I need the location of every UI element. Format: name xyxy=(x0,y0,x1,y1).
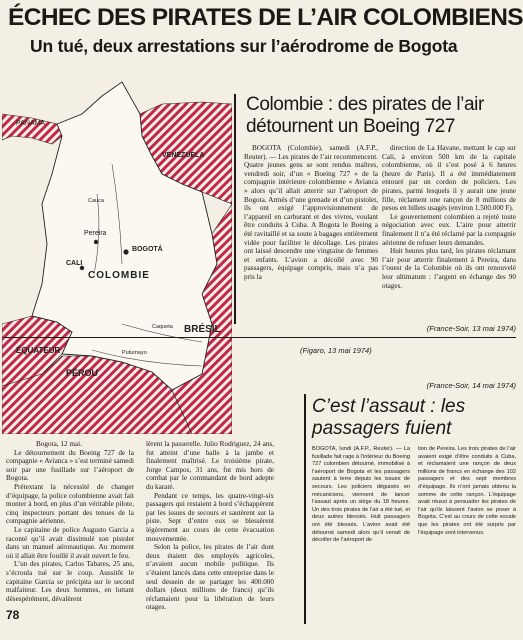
article3-col1: BOGOTA, lundi (A.F.P., Reuter). — La fusillade fait rage à l’intérieur du Boeing 727 colombien détourné, immobilisé à l’aéroport de Bogota et les passagers sautent à terre depuis les issues de secours. Les policiers déguisés en mécaniciens, viennent de lancer l’assaut après un siège du 18 heures. Un des trois pirates de l’air a été tué, et deux autres blessés. Huit passagers ont été blessés. L’avion avait été détourné samedi alors qu’il venait de décoller de l’aéroport de xyxy=(312,446,410,544)
article1-col2-p1: direction de La Havane, mettant le cap sur Cali, à environ 500 km de la capitale colombienne, où il s’est posé à 6 heures (heure de Paris). Il a été immédiatement entouré par un cordon de policiers. Les pirates, parmi lesquels il y aurait une jeune fille, réclament une rançon de 8 millions de pesos en billets usagés (environ 1.500.000 F). xyxy=(382,144,516,213)
map-label-venezuela: VÉNÉZUÉLA xyxy=(162,152,205,159)
map-graphic xyxy=(2,74,232,434)
article1-col1: BOGOTA (Colombie), samedi (A.F.P., Reuter). — Les pirates de l’air recommencent. Quatre jeunes gens se sont rendus maîtres, vendredi soir, d’un « Boeing 727 » de la compagnie intérieure colombienne « Avianca » alors qu’il allait atterrir sur l’aéroport de Bogota. Armés d’une grenade et d’un pistolet, ils ont exigé l’approvisionnement de l’appareil en carburant et des vivres, voulant être conduits à Cuba. A Bogota le Boeing a été ravitaillé et sa soute à bagages entièrement vidée pour faciliter le décollage. Les pirates ont laissé descendre une vingtaine de femmes et enfants. L’avion a décollé avec 90 passagers, équipage compris, mais n’a pas pris la xyxy=(244,144,378,281)
article2-col1-p4: Le capitaine de police Augusto Garcia a raconté qu’il avait dissimulé son pistolet dans un manuel aéronautique. Au moment où il allait être fouillé il avait ouvert le feu. xyxy=(6,525,134,560)
map-label-caqueta: Caqueta xyxy=(152,324,173,330)
article3-col2: tion de Pereira. Les trois pirates de l’air avaient exigé d’être conduits à Cuba, et réclamaient une rançon de deux millions de francs en échange des 102 passagers et des sept membres d’équipage. Ils n’ont jamais obtenu la somme de cette rançon. L’équipage avait réussi à persuader les pirates de l’air qu’ils laissent l’avion se poser à Bogota. C’est au cours de cette escale que les pirates ont été surpris par l’équipage sont intervenus. xyxy=(418,446,516,536)
article1-title: Colombie : des pirates de l’air détournent un Boeing 727 xyxy=(246,94,484,137)
article2-source-fs: (France-Soir, 14 mai 1974) xyxy=(426,381,516,390)
article1-source: (France-Soir, 13 mai 1974) xyxy=(426,324,516,333)
article1-col2-p2: Le gouvernement colombien a rejeté toute négociation avec eux. L’aire pour atterrir finalement il n’a été réclamé par la compagnie aérienne de refuser leurs demandes. xyxy=(382,212,516,247)
article3-text xyxy=(312,446,516,626)
map-label-colombie: COLOMBIE xyxy=(88,270,150,281)
bogota-dot xyxy=(123,249,128,254)
article1-col2 xyxy=(382,144,516,324)
map-label-equateur: ÉQUATEUR xyxy=(16,346,61,355)
map-label-bogota: BOGOTÁ xyxy=(132,246,163,253)
article2-col2-p3: Selon la police, les pirates de l’air dont deux étaient des employés agricoles, n’avaient aucun mobile politique. Ils s’étaient lancés dans cette entreprise dans le seul dessein de se partager les 400.000 dollars (deux millions de francs) qu’ils réclamaient pour la libération de leurs otages. xyxy=(146,543,274,612)
article2-col1-p3: Prétextant la nécessité de changer d’équipage, la police colombienne avait fait monter à bord, en plus d’un véritable pilote, cinq inspecteurs portant des tenues de la compagnie aérienne. xyxy=(6,482,134,526)
map-label-cali: CALI xyxy=(66,260,83,267)
map-label-putumayo: Putumayo xyxy=(122,350,147,356)
map-label-bresil: BRÉSIL xyxy=(184,324,221,335)
article3-title: C’est l’assaut : les passagers fuient xyxy=(312,396,466,439)
page-number: 78 xyxy=(6,608,20,622)
map-label-pereira: Pereira xyxy=(84,230,107,237)
article2-col2 xyxy=(146,440,274,620)
subheadline: Un tué, deux arrestations sur l’aérodrome de Bogota xyxy=(30,36,458,56)
article2-col2-p2: Pendant ce temps, les quatre-vingt-six passagers qui restaient à bord s’échappèrent par les issues de secours et sautèrent sur la piste. Sept d’entre eux se blessèrent légèrement au cours de cette évacuation mouvementée. xyxy=(146,491,274,543)
map-label-perou: PÉROU xyxy=(66,368,99,378)
pereira-dot xyxy=(94,240,98,244)
article2-col2-p1: lèrent la passerelle. Julio Rodriguez, 24 ans, fut atteint d’une balle à la jambe et finalement maîtrisé. Le troisième pirate, Jorge Campos, 31 ans, fut mis hors de combat par le commandant de bord adepte du karaté. xyxy=(146,440,274,491)
article2-source-figaro: (Figaro, 13 mai 1974) xyxy=(300,346,372,355)
headline: ÉCHEC DES PIRATES DE L’AIR COLOMBIENS xyxy=(8,4,523,31)
article2-col1-p2: Le détournement du Boeing 727 de la compagnie « Avianca » s’est terminé samedi soir par une fusillade sur l’aéroport de Bogota. xyxy=(6,448,134,483)
map-label-panama: PANAMA xyxy=(16,120,46,127)
colombia-map xyxy=(2,74,232,434)
map-label-cauca: Cauca xyxy=(88,198,104,204)
article2-col1-p1: Bogota, 12 mai. xyxy=(36,440,82,448)
article2-col1 xyxy=(6,440,134,620)
article2-col1-p5: L’un des pirates, Carlos Tabares, 25 ans, s’écroula tué sur le coup. Aussitôt le capitaine Garcia se précipita sur le second malfaiteur. Les deux hommes, en luttant désespérément, dévalèrent xyxy=(6,560,134,603)
article1-col2-p3: Huit heures plus tard, les pirates réclamant l’air pour atterrir finalement à Pereira, dans l’ouest de la Colombie où ils ont renouvelé leur ultimatum : l’argent en échange des 90 otages. xyxy=(382,247,516,290)
